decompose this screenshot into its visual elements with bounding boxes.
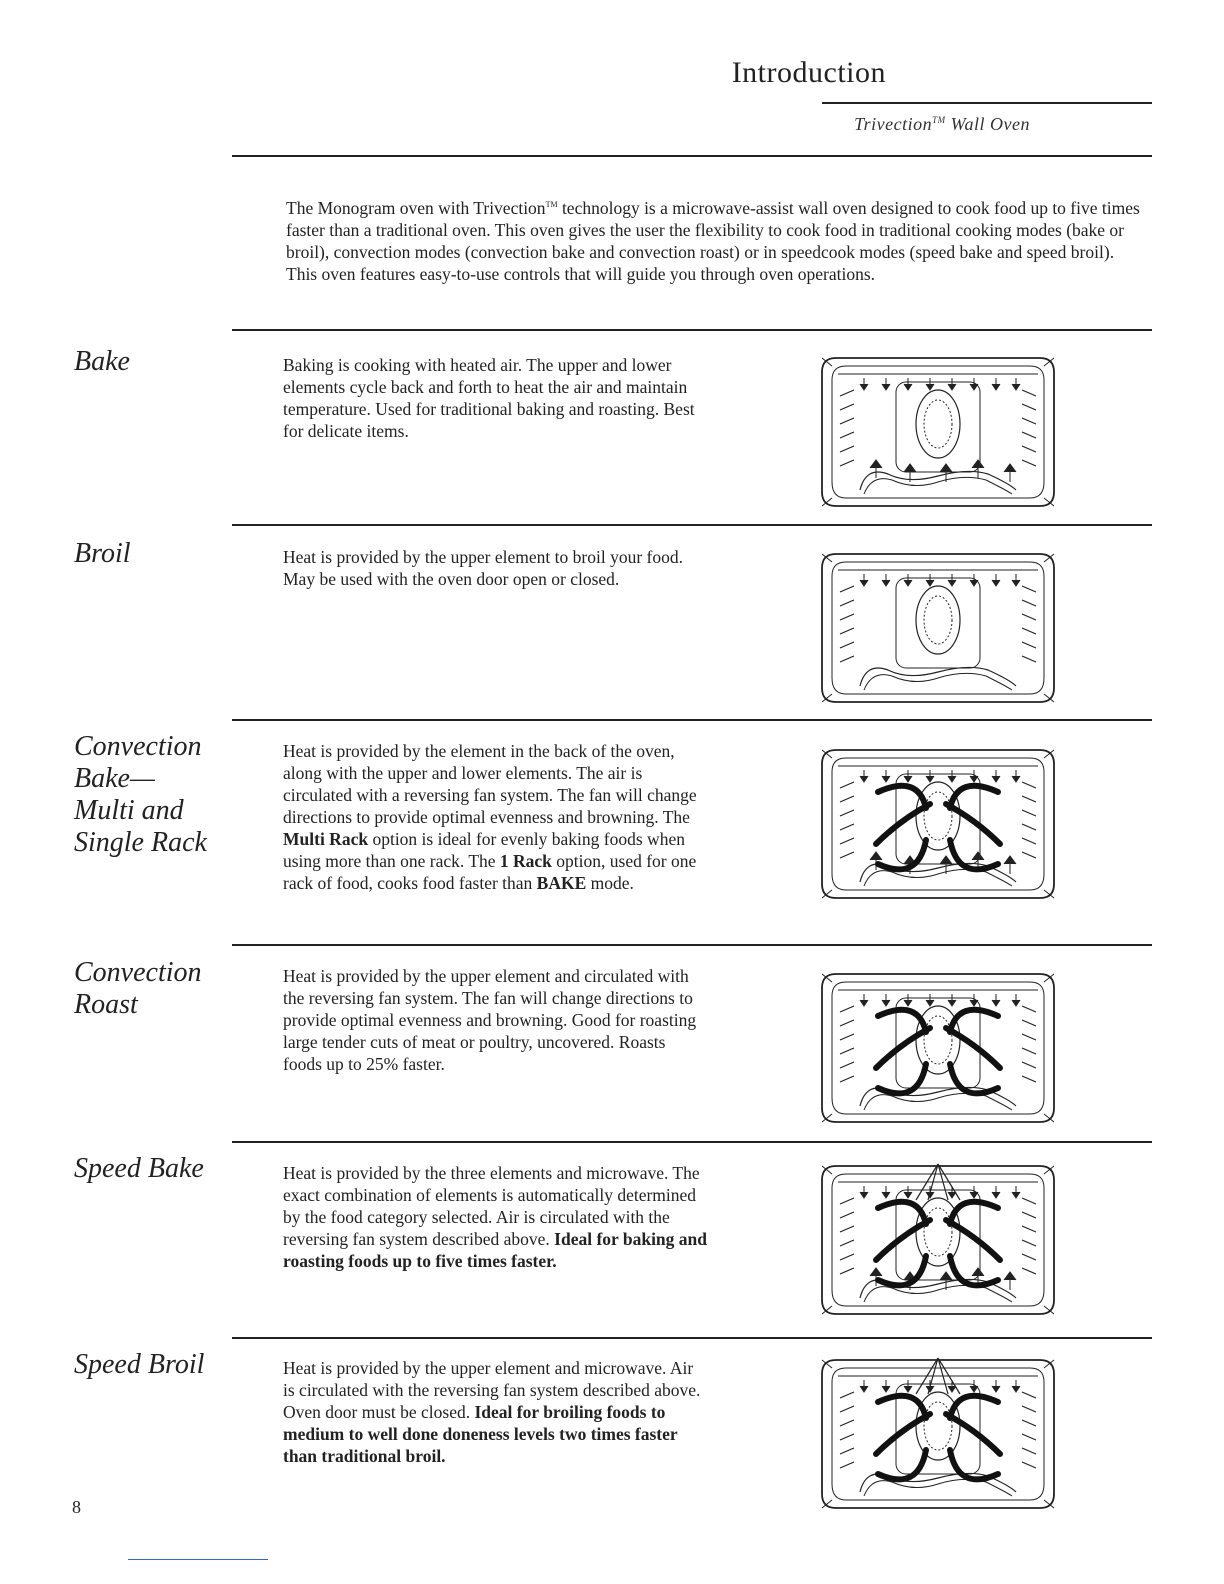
broil-oven-diagram — [818, 548, 1058, 708]
bake-oven-diagram — [818, 352, 1058, 512]
section-heading-speed-bake: Speed Bake — [74, 1153, 204, 1184]
divider — [232, 524, 1152, 526]
section-heading-broil: Broil — [74, 538, 131, 569]
page-subtitle: Trivection™ Wall Oven — [854, 114, 1030, 134]
page-number: 8 — [72, 1497, 81, 1517]
section-text-speed-bake: Heat is provided by the three elements and microwave. The exact combination of elements is automatically determined by the food category selected. Air is circulated with the reversing fan system described above. Ideal for baking and roasting foods up to five times faster. — [283, 1163, 708, 1271]
divider — [232, 1141, 1152, 1143]
header-rule — [822, 102, 1152, 104]
section-heading-speed-broil: Speed Broil — [74, 1349, 205, 1380]
speed-bake-oven-diagram — [818, 1160, 1058, 1320]
convection-bake-oven-diagram — [818, 744, 1058, 904]
section-heading-convection-bake: Convection Bake— Multi and Single Rack — [74, 731, 207, 858]
section-text-speed-broil: Heat is provided by the upper element and microwave. Air is circulated with the reversing fan system described above. Oven door must be closed. Ideal for broiling foods to medium to well done doneness levels two times faster than traditional broil. — [283, 1358, 701, 1466]
page-title: Introduction — [731, 56, 886, 89]
section-text-convection-bake: Heat is provided by the element in the back of the oven, along with the upper and lower elements. The air is circulated with a reversing fan system. The fan will change directions to provide optimal evenness and browning. The Multi Rack option is ideal for evenly baking foods when using more than one rack. The 1 Rack option, used for one rack of food, cooks food faster than BAKE mode. — [283, 741, 697, 893]
section-text-convection-roast: Heat is provided by the upper element and circulated with the reversing fan system. The fan will change directions to provide optimal evenness and browning. Good for roasting large tender cuts of meat or poultry, uncovered. Roasts foods up to 25% faster. — [283, 966, 697, 1074]
convection-roast-oven-diagram — [818, 968, 1058, 1128]
section-heading-bake: Bake — [74, 346, 130, 377]
divider — [232, 155, 1152, 157]
footer-link-underline — [128, 1559, 268, 1560]
divider — [232, 329, 1152, 331]
speed-broil-oven-diagram — [818, 1354, 1058, 1514]
divider — [232, 944, 1152, 946]
section-heading-convection-roast: Convection Roast — [74, 957, 202, 1020]
divider — [232, 719, 1152, 721]
divider — [232, 1337, 1152, 1339]
section-text-bake: Baking is cooking with heated air. The upper and lower elements cycle back and forth to heat the air and maintain temperature. Used for traditional baking and roasting. Best for delicate items. — [283, 355, 695, 441]
section-text-broil: Heat is provided by the upper element to broil your food. May be used with the oven door open or closed. — [283, 547, 683, 589]
intro-paragraph: The Monogram oven with Trivection™ technology is a microwave-assist wall oven designed to cook food up to five times faster than a traditional oven. This oven gives the user the flexibility to cook food in traditional cooking modes (bake or broil), convection modes (convection bake and convection roast) or in speedcook modes (speed bake and speed broil). This oven features easy-to-use controls that will guide you through oven operations. — [286, 197, 1140, 284]
